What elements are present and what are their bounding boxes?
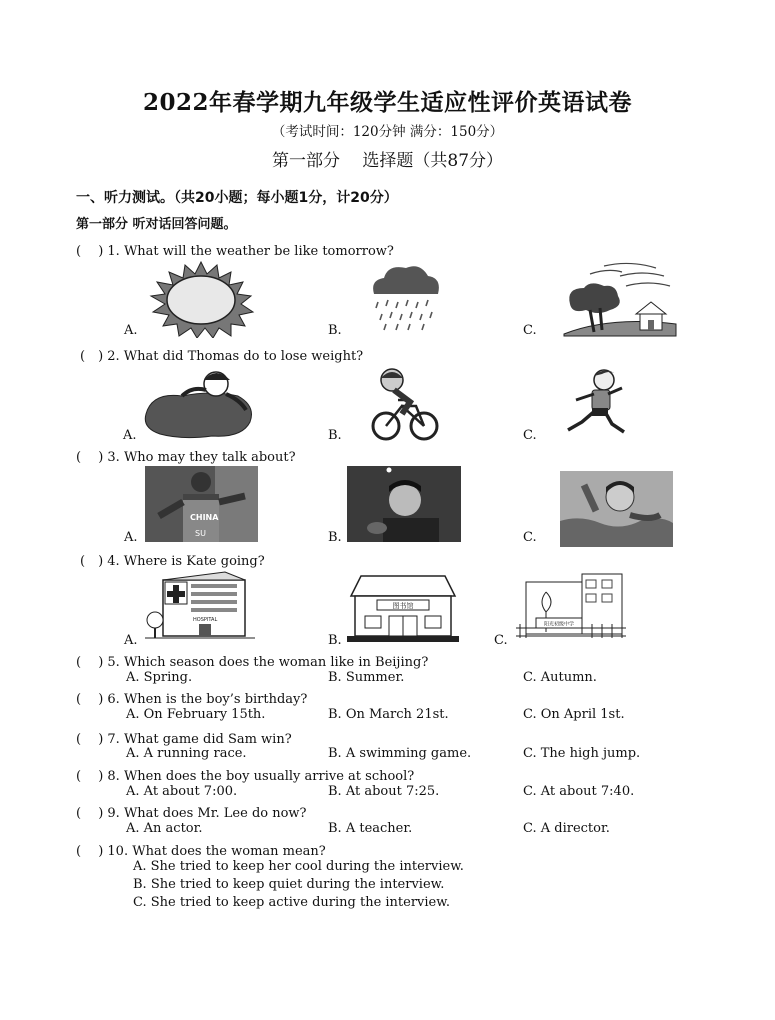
hospital-icon bbox=[145, 570, 255, 640]
sprinter-photo bbox=[145, 466, 258, 542]
exam-info: （考试时间：120分钟 满分：150分） bbox=[271, 124, 504, 140]
q1-label-c: C. bbox=[523, 323, 537, 338]
section-subheading: 第一部分 听对话回答问题。 bbox=[76, 217, 237, 232]
q6-option-a: A. On February 15th. bbox=[126, 707, 266, 722]
school-icon bbox=[516, 572, 626, 642]
library-sign: 图书馆 bbox=[392, 602, 414, 610]
rain-cloud-icon bbox=[368, 262, 442, 334]
swimmer-photo bbox=[560, 471, 673, 547]
question-9: ( ) 9. What does Mr. Lee do now? bbox=[76, 806, 307, 821]
table-tennis-photo bbox=[347, 466, 461, 542]
q4-label-c: C. bbox=[494, 633, 508, 648]
question-6: ( ) 6. When is the boy’s birthday? bbox=[76, 692, 308, 707]
q3-label-c: C. bbox=[523, 530, 537, 545]
q8-option-c: C. At about 7:40. bbox=[523, 784, 635, 799]
q5-option-a: A. Spring. bbox=[126, 670, 193, 685]
question-7: ( ) 7. What game did Sam win? bbox=[76, 732, 292, 747]
q3-label-a: A. bbox=[124, 530, 138, 545]
q8-option-b: B. At about 7:25. bbox=[328, 784, 440, 799]
q7-option-c: C. The high jump. bbox=[523, 746, 641, 761]
q7-option-a: A. A running race. bbox=[126, 746, 247, 761]
q9-option-b: B. A teacher. bbox=[328, 821, 413, 836]
q10-option-c: C. She tried to keep active during the interview. bbox=[133, 895, 450, 910]
sun-icon bbox=[145, 260, 257, 338]
library-icon bbox=[347, 572, 459, 642]
q1-label-a: A. bbox=[124, 323, 138, 338]
q10-option-b: B. She tried to keep quiet during the interview. bbox=[133, 877, 445, 892]
school-sign: 阳光初级中学 bbox=[543, 621, 575, 628]
swimming-icon bbox=[142, 366, 256, 440]
question-3: ( ) 3. Who may they talk about? bbox=[76, 450, 296, 465]
q9-option-c: C. A director. bbox=[523, 821, 610, 836]
q1-label-b: B. bbox=[328, 323, 342, 338]
q6-option-c: C. On April 1st. bbox=[523, 707, 625, 722]
hospital-sign: HOSPITAL bbox=[193, 617, 218, 623]
part-heading: 第一部分 选择题（共87分） bbox=[271, 151, 504, 171]
q5-option-b: B. Summer. bbox=[328, 670, 405, 685]
q9-option-a: A. An actor. bbox=[126, 821, 203, 836]
q6-option-b: B. On March 21st. bbox=[328, 707, 449, 722]
question-8: ( ) 8. When does the boy usually arrive at school? bbox=[76, 769, 415, 784]
q5-option-c: C. Autumn. bbox=[523, 670, 597, 685]
q2-label-b: B. bbox=[328, 428, 342, 443]
q2-label-c: C. bbox=[523, 428, 537, 443]
question-5: ( ) 5. Which season does the woman like in Beijing? bbox=[76, 655, 429, 670]
q3-label-b: B. bbox=[328, 530, 342, 545]
question-2: ( ) 2. What did Thomas do to lose weight? bbox=[80, 349, 364, 364]
question-4: ( ) 4. Where is Kate going? bbox=[80, 554, 265, 569]
cycling-icon bbox=[370, 366, 440, 442]
question-10: ( ) 10. What does the woman mean? bbox=[76, 844, 326, 859]
q4-label-a: A. bbox=[124, 633, 138, 648]
q8-option-a: A. At about 7:00. bbox=[126, 784, 238, 799]
running-icon bbox=[562, 366, 628, 442]
svg-text:CHINA: CHINA bbox=[190, 513, 219, 522]
q10-option-a: A. She tried to keep her cool during the interview. bbox=[133, 859, 464, 874]
section-heading: 一、听力测试。（共20小题；每小题1分，计20分） bbox=[76, 190, 398, 206]
question-1: ( ) 1. What will the weather be like tomorrow? bbox=[76, 244, 394, 259]
svg-text:SU: SU bbox=[195, 529, 206, 538]
q7-option-b: B. A swimming game. bbox=[328, 746, 472, 761]
q4-label-b: B. bbox=[328, 633, 342, 648]
q2-label-a: A. bbox=[123, 428, 137, 443]
page-title: 2022年春学期九年级学生适应性评价英语试卷 bbox=[142, 89, 632, 116]
windy-tree-icon bbox=[560, 258, 678, 338]
